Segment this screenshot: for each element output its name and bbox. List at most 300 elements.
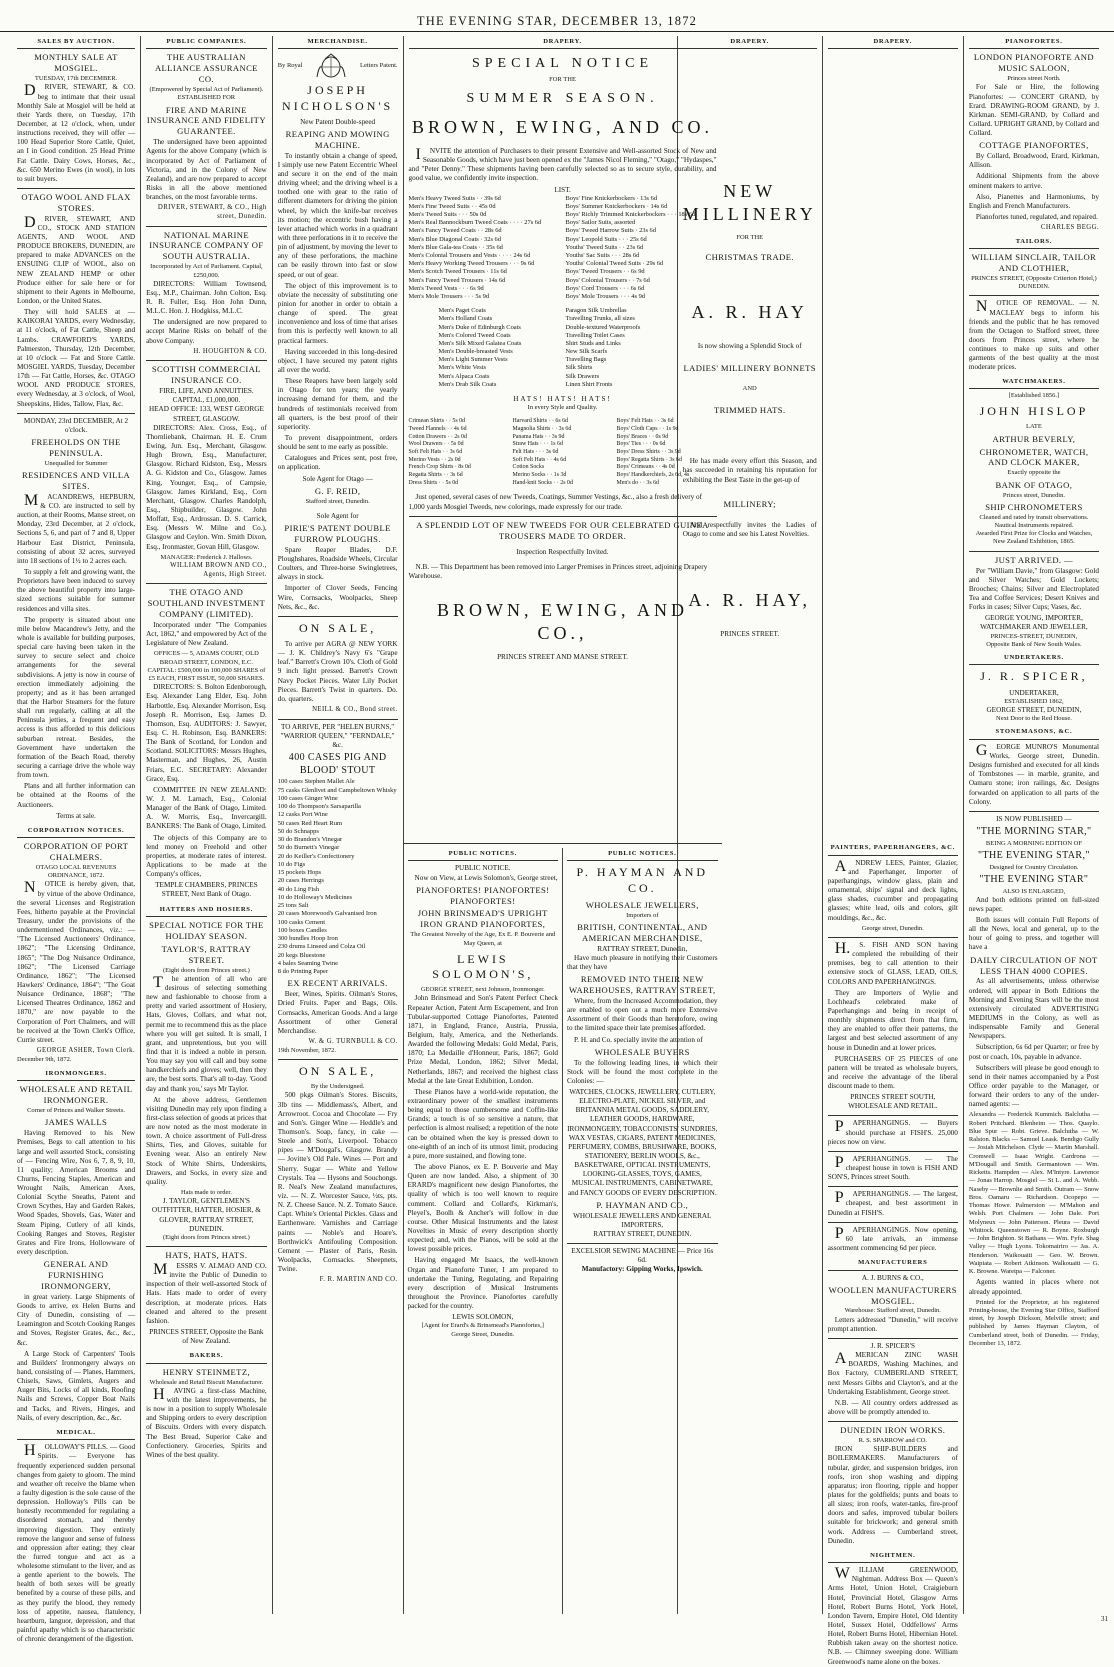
ad-signature: NEILL & CO., Bond street.	[312, 706, 398, 714]
ad-subtitle: CAPITAL, £1,000,000.	[172, 396, 241, 405]
ad-title: WOOLLEN MANUFACTURERS MOSGIEL.	[828, 1284, 957, 1306]
list-item: New Silk Scarfs	[565, 348, 608, 356]
divider	[278, 1059, 398, 1060]
list-item: Men's Holland Coats	[438, 315, 493, 323]
ad-body: MACANDREWS, HEPBURN, & CO. are instructed to sell by auction, at their Rooms, Manse street, on Monday, 23rd December, at 2 o'clock, Sections 5, 6, and part of 7 and 8, Upper Harbour East District, Peninsula, consisting of about 32 acres, surveyed into 18 sections of 1½ to 2 acres each.	[17, 491, 136, 565]
list-item: Boys' Dress Shirts · · 3s 9d	[616, 449, 681, 456]
ad-body: Per "William Davie," from Glasgow: Gold and Silver Watches; Gold Lockets; Brooches; Chains; Silver and Electroplated Tea and Coffee Services; Desert Knives and Forks in cases; Silver Cups; Vases, &c.	[968, 566, 1099, 612]
goods-list	[409, 307, 717, 389]
ad-date: 19th November, 1872.	[277, 1046, 336, 1054]
ad-body: They will hold SALES at — KAIKORAI YARDS, every Wednesday, at 11 o'clock, of Fat Cattle, Sheep and Lambs. CRAWFORD'S YARDS, Palmerston, Thursday, 12th December, at 10 o'clock — Fat and Store Cattle. MOSGIEL YARDS, Tuesday, December 17th — Fat Cattle, Horses, &c. OTAGO WOOL AND PRODUCE STORES, every Wednesday, at 3 o'clock, of Wool, Sheepskins, Hides, Tallow, Flax, &c.	[17, 308, 136, 408]
divider	[146, 226, 267, 227]
ad-subtitle: FOR THE	[736, 234, 764, 242]
ad-title: WILLIAM SINCLAIR, TAILOR AND CLOTHIER,	[971, 252, 1097, 274]
ad-body: Beer, Wines, Spirits. Oilman's Stores, Dried Fruits. Paper and Bags, Oils. Cornsacks, American Goods. And a large Assortment of other General Merchandise.	[277, 990, 398, 1035]
list-item: Youths' Sac Suits · · · 28s 6d	[565, 252, 640, 260]
list-item: 25 tons Salt	[277, 902, 309, 910]
ad-subtitle: Unequalled for Summer	[44, 459, 108, 467]
ad-address: Princes street, Dunedin.	[1002, 491, 1065, 499]
ad-title: SCOTTISH COMMERCIAL INSURANCE CO.	[151, 364, 261, 386]
column-hayman	[563, 848, 722, 1614]
ad-date: TUESDAY, 17th DECEMBER.	[34, 75, 118, 83]
list-item: Boys' Sailor Suits, assorted	[565, 219, 636, 227]
ad-body: Just opened, several cases of new Tweeds, Coatings, Summer Vestings, &c., also a fresh delivery of 1,000 yards Mosgiel Tweeds, new colorings, made expressly for our trade.	[408, 493, 702, 511]
ad-name: LEWIS SOLOMON'S,	[432, 951, 534, 981]
list-item: 100 cases Stephen Mallet Ale	[277, 778, 355, 786]
ad-subtitle: RESIDENCES AND VILLA SITES.	[21, 470, 131, 491]
ad-body: N.B. — This Department has been removed into Larger Premises in Princes street, adjoining Drapery Warehouse.	[408, 562, 708, 580]
ad-address: PRINCES STREET AND MANSE STREET.	[497, 652, 628, 661]
ad-body: in great variety. Large Shipments of Goods to arrive, ex Helen Burns and City of Dunedin, consisting of — Leamington and Scotch Cooking Ranges and Stoves, Register Grates, &c., &c., &c.	[17, 1292, 136, 1347]
list-item: Panama Hats · · 3s 9d	[512, 433, 565, 440]
divider	[146, 583, 267, 584]
ad-name: J. R. SPICER'S	[870, 1342, 916, 1351]
list-item: Merino Vests · · 2s 0d	[408, 456, 461, 463]
ad-signature: WILLIAM BROWN AND CO., Agents, High Street.	[170, 561, 267, 578]
ad-body: Awarded First Prize for Clocks and Watches, New Zealand Exhibition, 1865.	[975, 530, 1093, 546]
list-item: Youths' Colonial Tweed Suits · 29s 6d	[565, 260, 664, 268]
ad-subtitle: HATS! HATS! HATS!	[513, 395, 612, 404]
list-item: Men's Double-breasted Vests	[438, 348, 513, 356]
list-item: Men's Tweed Suits · · · 50s 0d	[408, 211, 487, 219]
ad-title: CORPORATION OF PORT CHALMERS.	[23, 841, 129, 863]
royal-label: By Royal	[277, 62, 303, 70]
ad-body: Manufactory: Gipping Works, Ipswich.	[581, 1265, 703, 1274]
list-item: Crimean Shirts · · 5s 0d	[408, 418, 465, 425]
list-item: Travelling Trunks, all sizes	[565, 315, 635, 323]
ad-body: P. H. and Co. specially invite the attention of	[574, 1035, 703, 1044]
list-item: Boys' Tweed Harrow Suits · 23s 6d	[565, 227, 656, 235]
divider	[969, 295, 1099, 296]
ad-body: N.B. — All country orders addressed as above will be promptly attended to.	[827, 1398, 958, 1416]
ad-body: Agents wanted in places where not already appointed.	[968, 1278, 1099, 1296]
ad-title: SPECIAL NOTICE	[471, 56, 654, 72]
ad-title: NEW MILLINERY	[682, 181, 817, 225]
ad-subtitle: ARTHUR BEVERLY,	[992, 433, 1076, 444]
list-item: Shirt Studs and Links	[565, 339, 621, 347]
list-item: Men's Mole Trousers · · · 5s 9d	[408, 292, 490, 300]
list-item: 20 kegs Bluestone	[277, 951, 326, 959]
shirt-list	[409, 418, 717, 487]
divider	[828, 1115, 958, 1116]
ad-address: George street, Dunedin.	[861, 924, 924, 932]
list-item: Men's Drab Silk Coats	[438, 380, 497, 388]
ad-subtitle: UNDERTAKER,	[1009, 688, 1059, 697]
ad-body: These Reapers have been largely sold in Otago for ten years; the yearly increasing demand for them, and the hundreds of testimonials received from all quarters, is the best proof of their superiority.	[277, 377, 398, 431]
list-item: 50 do Burnett's Vinegar	[277, 844, 340, 852]
ad-headline: 400 CASES PIG AND BLOOD' STOUT	[288, 752, 387, 776]
ad-body: IRON SHIP-BUILDERS and BOILERMAKERS. Manufacturers of tubular, girder, and suspension bridges, iron roofs, iron shop washing and dipping apparatus; iron flooring, ripple and hopper plates for the goldfields; punts and boats to all sizes; iron roofs, water-tanks, fire-proof doors and safes, improved tubular boilers suitable for brickwork; and general smith work. Address — Cumberland street, Dunedin.	[827, 1445, 958, 1545]
ad-signature: [Agent for Erard's & Brinsmead's Pianofortes,]	[421, 1322, 544, 1330]
ad-subtitle: (Eight doors from Princes street.)	[162, 1233, 250, 1241]
list-item: Silk Shirts	[565, 364, 593, 372]
ad-address: PRINCES STREET SOUTH, WHOLESALE AND RETAIL.	[848, 1093, 938, 1111]
ad-name: JAMES WALLS	[44, 1117, 108, 1128]
list-item: Men's Scotch Tweed Trousers · 11s 6d	[408, 268, 507, 276]
divider	[278, 719, 398, 720]
ad-title: "THE EVENING STAR"	[979, 873, 1089, 885]
ad-body: To the following leading lines, in which their Stock will be found the most complete in the Colonies: —	[567, 1058, 718, 1085]
royal-arms-row	[278, 53, 398, 79]
list-item: 10 do Figs	[277, 860, 306, 868]
ad-body: Now on View, at Lewis Solomon's, George street,	[414, 873, 558, 882]
ad-subtitle: FIRE, LIFE, AND ANNUITIES.	[159, 387, 254, 396]
section-head-corporation: CORPORATION NOTICES.	[17, 825, 135, 838]
ad-title: DUNEDIN IRON WORKS.	[840, 1425, 946, 1436]
ad-subtitle: A SPLENDID LOT OF NEW TWEEDS FOR OUR CELEBRATED GUINEA TROUSERS MADE TO ORDER.	[416, 519, 709, 541]
ad-title: PIRIE'S PATENT DOUBLE FURROW PLOUGHS.	[284, 523, 391, 544]
ad-subtitle: BRITISH, CONTINENTAL, AND AMERICAN MERCHANDISE,	[577, 921, 708, 943]
divider	[828, 1338, 958, 1339]
ad-body: COMMITTEE IN NEW ZEALAND: W. J. M. Larnach, Esq., Colonial Manager of the Bank of Otago, Limited. A. W. Morris, Esq., Invercargill. BANKERS: The Bank of Otago, Limited.	[146, 785, 267, 831]
ad-address: PRINCES STREET, Opposite the Bank of New Zealand.	[149, 1328, 264, 1346]
ad-name: J. R. SPICER,	[980, 669, 1088, 684]
ad-body: Plans and all further information can be obtained at the Rooms of the Auctioneers.	[17, 782, 136, 809]
ad-signature: LEWIS SOLOMON,	[452, 1313, 514, 1322]
column-drapery-public	[404, 36, 718, 1614]
section-head-manufacturers: MANUFACTURERS	[828, 1257, 958, 1270]
section-head-tailors: TAILORS.	[969, 236, 1099, 249]
ad-body: To instantly obtain a change of speed, I simply use new Patent Eccentric Wheel and secure it on the end of the main driving wheel; and the driving wheel is a toothed one with gear to the ratio of different diameters for driving the pinion wheel, by which the knife-bar receives its motion; the eccentric bush having a lever attached which works in a quadrant with three perforations in it to receive the pin of adjustment, by moving the lever to any of these perforations, the machine can be easily thrown into fast or slow speed, or out of gear.	[277, 151, 398, 279]
section-head-watchmakers: WATCHMAKERS.	[969, 376, 1099, 389]
ad-date: [Established 1856.]	[1008, 391, 1060, 399]
list-item: Soft Felt Hats · · 4s 6d	[512, 456, 567, 463]
list-item: Boys' Handkerchiefs, 2s 6d, 4s	[616, 472, 690, 479]
list-item: Harvard Shirts · · 6s 6d	[512, 418, 568, 425]
list-item: 20 cases Herrings	[277, 877, 324, 885]
list-item: Men's White Vests	[438, 364, 486, 372]
divider	[969, 551, 1099, 552]
ad-subtitle: New Patent Double-speed	[300, 117, 376, 126]
masthead: THE EVENING STAR, DECEMBER 13, 1872	[0, 14, 1114, 32]
ad-terms: Terms at sale.	[56, 811, 96, 820]
ad-name: HENRY STEINMETZ,	[162, 1366, 251, 1377]
ad-title: NATIONAL MARINE INSURANCE COMPANY OF SOUTH AUSTRALIA.	[149, 229, 264, 262]
section-head-drapery: DRAPERY.	[409, 36, 717, 49]
ad-subtitle: ALSO IS ENLARGED,	[1002, 887, 1066, 895]
ad-body: Hats made to order.	[180, 1189, 232, 1197]
ad-agent: Sole Agent for	[316, 511, 359, 520]
ad-subtitle: AND	[742, 385, 757, 393]
ad-subtitle: LIST.	[554, 185, 571, 194]
list-item: 50 cases Red Heart Rum	[277, 819, 342, 827]
ad-title: HATS, HATS, HATS.	[165, 1250, 248, 1261]
ad-body: Cleaned and rated by transit observations. Nautical Instruments repaired.	[979, 513, 1089, 529]
ad-body: WILLIAM GREENWOOD, Nightman. Address Box — Queen's Arms Hotel, Union Hotel, Craigieburn Hotel, Provincial Hotel, Glasgow Arms Hotel, Robert Burns Hotel, York Hotel, London Tavern, Empire Hotel, Old Identity Hotel, Sussex Hotel, Oddfellows' Arms Hotel, Robert Burns Hotel, Hibernian Hotel. Rubbish taken away on the shortest notice. N.B. — Chimney sweeping done. William Greenwood's name alone on the boxes.	[827, 1565, 958, 1666]
ad-body: And both editions printed on full-sized news paper.	[968, 895, 1099, 913]
ad-address: PRINCES STREET.	[720, 629, 780, 638]
list-item: Men's Fine Tweed Suits · · 45s 0d	[408, 202, 496, 210]
ad-title: FREEHOLDS ON THE PENINSULA.	[31, 437, 121, 458]
ad-subtitle: TRIMMED HATS.	[713, 405, 786, 416]
list-item: Men's Heavy Working Tweed Trousers · · · 9s 6d	[408, 260, 535, 268]
divider	[969, 811, 1099, 812]
list-item: Soft Felt Hats · · 3s 6d	[408, 449, 463, 456]
ad-name: P. HAYMAN AND CO.	[576, 865, 709, 895]
section-head-medical: MEDICAL.	[17, 1427, 135, 1440]
list-item: Boys' Tweed Trousers · · 6s 9d	[565, 268, 645, 276]
ad-title: SUMMER SEASON.	[466, 91, 659, 107]
ad-title: ON SALE,	[298, 1063, 377, 1078]
ad-signature: WHOLESALE JEWELLERS AND GENERAL IMPORTERS,	[573, 1211, 712, 1229]
ad-body: Have much pleasure in notifying their Customers that they have	[567, 953, 718, 972]
section-head-ironmongers: IRONMONGERS.	[17, 1068, 135, 1081]
ad-subtitle: CHRONOMETER, WATCH, AND CLOCK MAKER,	[979, 446, 1089, 468]
list-item: Boys' Regatta Shirts · 3s 6d	[616, 456, 682, 463]
ad-subtitle: COTTAGE PIANOFORTES,	[979, 140, 1089, 151]
ad-name: TAYLOR'S, RATTRAY STREET.	[161, 943, 252, 965]
list-item: Linen Shirt Fronts	[565, 380, 613, 388]
ad-body: DRIVER, STEWART, & CO. beg to intimate that their usual Monthly Sale at Mosgiel will be held at their Yards there, on Tuesday, 17th December, at 12 o'clock, when, under instructions received, they will offer — 100 Head Superior Store Cattle, Quiet, an I in Good condition. 25 Head Prime Fat Cattle. Dairy Cows, Horses, &c., &c. 650 Merino Ewes (in wool), in lots to suit buyers.	[17, 82, 136, 183]
cargo-list	[278, 778, 398, 976]
ad-address: OFFICES — 5, ADAMS COURT, OLD BROAD STREET, LONDON, E.C.	[154, 650, 259, 666]
list-item: 300 bundles Hoop Iron	[277, 935, 338, 943]
ad-body: Where, from the Increased Accommodation, they are enabled to open out a much more Extensive Assortment of their Goods than heretofore, owing to the limited space their late premises afforded.	[567, 997, 718, 1033]
ad-firm: BROWN, EWING, AND CO.	[412, 117, 714, 138]
list-item: Dress Shirts · · 5s 0d	[408, 479, 459, 486]
section-head-hatters: HATTERS AND HOSIERS.	[146, 904, 267, 917]
list-item: Cotton Socks	[512, 464, 545, 471]
ad-address: RATTRAY STREET, DUNEDIN.	[593, 1229, 692, 1238]
list-item: Boys' Summer Knickerbockers · 14s 6d	[565, 202, 668, 210]
ad-body: NOTICE OF REMOVAL. — N. MACLEAY begs to inform his friends and the public that he has removed from the Octagon to Stafford street, three doors from Princes street, where he continues to make up suits and other garments of the best quality at the most moderate prices.	[968, 298, 1099, 372]
ad-address: Princes street North.	[1007, 75, 1061, 83]
divider	[828, 1186, 958, 1187]
divider	[409, 516, 717, 517]
ad-subtitle: (Eight doors from Princes street.)	[162, 966, 250, 974]
ad-body: DRIVER, STEWART, AND CO., STOCK AND STATION AGENTS, AND WOOL AND PRODUCE BROKERS, DUNEDIN, are prepared to make ADVANCES on the ENSUING CLIP of WOOL, also on NEW ZEALAND HEMP or other Produce either for sale here or for shipment to their Agents in Melbourne, London, or the United States.	[17, 213, 136, 306]
divider	[278, 616, 398, 617]
ad-date: ESTABLISHED 1862,	[1004, 697, 1064, 705]
list-item: 100 cases Ginger Wine	[277, 794, 338, 802]
ad-signature: W. & G. TURNBULL & CO.	[308, 1038, 398, 1046]
ad-subtitle: CAPITAL: £500,000 in 100,000 SHARES of £5 EACH, FIRST ISSUE, 50,000 SHARES.	[147, 666, 266, 683]
section-head-drapery: DRAPERY.	[828, 36, 958, 49]
ad-subtitle: DAILY CIRCULATION OF NOT LESS THAN 4000 COPIES.	[970, 954, 1098, 976]
ad-subtitle: REAPING AND MOWING MACHINE.	[285, 128, 390, 150]
ad-title: JOSEPH NICHOLSON'S	[282, 83, 394, 113]
patent-label: Letters Patent.	[359, 62, 398, 70]
list-item: Boys' Fine Knickerbockers · 13s 6d	[565, 194, 658, 202]
ad-title: THE AUSTRALIAN ALLIANCE ASSURANCE CO.	[154, 52, 258, 85]
section-head-drapery: DRAPERY.	[683, 36, 817, 49]
ad-subtitle: WHOLESALE BUYERS	[594, 1046, 690, 1057]
list-item: 20 cases Morewood's Galvanised Iron	[277, 910, 377, 918]
ad-body: GEORGE MUNRO'S Monumental Works, George street, Dunedin. Designs furnished and executed for all kinds of Tombstones — in marble, granite, and Oamaru stone; iron railings, &c. Designs forwarded on application to all parts of the Colony.	[968, 741, 1099, 806]
ad-address: RATTRAY STREET, Dunedin,	[597, 944, 688, 953]
list-item: Hand-knit Socks · · 2s 0d	[512, 479, 573, 486]
ad-body: ANDREW LEES, Painter, Glazier, and Paperhanger, Importer of paperhangings, window glass, plain and ornamental, ships' signal and deck lights, glass shades, cucumber and propagating glasses; white lead, oils and colors, gilt mouldings, &c., &c.	[827, 857, 958, 922]
ad-body: As all advertisements, unless otherwise ordered, will appear in Both Editions the Morning and Evening Stars will be the most extensively circulated ADVERTISING MEDIUMS in the Colony, as well as indispensable Family and General Newspapers.	[968, 977, 1099, 1041]
ad-signature: GEORGE ASHER, Town Clerk.	[36, 1047, 136, 1055]
ad-body: The attention of all who are desirous of selecting something new and fashionable to choose from a pretty and varied assortment of Hosiery, Hats, Gloves, Collars, and what not, permit me to recommend this as the place where you will get suited. It is small, I grant, and unpretentious, but you will find that it is indeed a noble in person. You may say you will call and buy some handkerchiefs and gloves; well, then they are, the best sorts. That's all to-day. 'Good day and thank you,' says Mr Taylor.	[146, 973, 267, 1093]
ad-title: MONTHLY SALE AT MOSGIEL.	[34, 52, 118, 74]
ad-body: The objects of this Company are to lend money on Freehold and other properties, at moderate rates of interest. Applications to be made at the Company's offices,	[146, 833, 267, 879]
ad-body: PAPERHANGINGS. — The largest, cheapest, and best assortment in Dunedin at FISH'S.	[827, 1189, 958, 1217]
ad-body: 500 pkgs Oilman's Stores. Biscuits, 3lb tins — Middlemass's, Albert, and Arrowroot. Cocoa and Chocolate — Fry and Son's. Ginger Wine — Heddle's and Thomson's. Soap, fancy, in cake — Steele and Son's, Liverpool. Tobacco pipes — M'Dougal's, Glasgow. Brandy — Jovitte's Old Pale. Wines — Port and Sherry. Sugar — White and Yellow Crystals. Tea — Hysons and Souchongs. R. Neal's New Zealand manufactures, viz. — N. Z. Worcester Sauce, ½ts, pts. N. Z. Cheese Sauce. N. Z. Tomato Sauce. Capt. White's Oriental Pickles. Glass and Earthenware. Varnishes and Carriage paints — Noble's and Hoare's. Borthwick's Antifouling Composition. Cement — Plaster of Paris, Resin. Woolpacks, Cornsacks. Sheepnets, Twine.	[277, 1091, 398, 1274]
list-item: 8 do Printing Paper	[277, 968, 329, 976]
column-companies	[141, 36, 273, 1614]
list-item: 230 drums Linseed and Colza Oil	[277, 943, 366, 951]
ad-body: DIRECTORS: William Townsend, Esq., M.P., Chairman. John Colton, Esq. R. R. Fuller, Esq. Hon John Dunn, M.L.C. Hon. J. Hodgkiss, M.L.C.	[146, 279, 267, 316]
ad-body: Subscription, 6s 6d per Quarter; or free by post or coach, 10s, payable in advance.	[968, 1043, 1099, 1061]
ad-subtitle: GENERAL AND FURNISHING IRONMONGERY,	[41, 1259, 111, 1291]
list-item: 100 do Thompson's Sarsaparilla	[277, 803, 361, 811]
ad-body: PAPERHANGINGS. Now opening, 60 late arrivals, an immense assortment commencing 6d per piece.	[827, 1224, 958, 1253]
ad-body: To arrive per AGRA @ NEW YORK — J. K. Childrey's Navy 6's "Grape leaf." Barrett's Crown 10's. Cloth of Gold 9 inch light pressed. Barrett's Crown Navy Pocket Pieces. Water Lily Pocket Pieces. Barrett's Twist in quarters. Do. do. quarters.	[277, 640, 398, 703]
list-item: Wool Drawers · · 5s 0d	[408, 441, 464, 448]
list-item: Boys' Braces · · 0s 9d	[616, 433, 669, 440]
ad-subtitle: Importers of	[626, 911, 659, 919]
list-item: Boys' Mole Trousers · · · 4s 9d	[565, 292, 645, 300]
ad-body: He has made every effort this Season, and has succeeded in retaining his reputation for exhibiting the Best Taste in the get-up of	[682, 457, 817, 484]
list-item: 12 casks Port Wine	[277, 811, 328, 819]
list-item: Men's Fancy Tweed Coats · · 28s 6d	[408, 227, 502, 235]
ad-title: "THE EVENING STAR,"	[977, 849, 1090, 861]
ad-address: George Street, Dunedin.	[451, 1330, 515, 1338]
ad-subtitle: Incorporated by Act of Parliament. Capital, £250,000.	[150, 263, 263, 279]
list-item: 75 casks Glenlivet and Campbeltown Whisky	[277, 786, 397, 794]
ad-body: AMERICAN ZINC WASH BOARDS, Washing Machines, and Box Factory, CUMBERLAND STREET, next Messrs Gibbs and Clayton's, and at the Undertaking Establishment, George street.	[827, 1350, 958, 1396]
ad-body: Additional Shipments from the above eminent makers to arrive.	[968, 172, 1099, 190]
ad-subtitle: LATE	[1025, 423, 1042, 431]
list-item: Boys' Crimeans · · 4s 0d	[616, 464, 675, 471]
section-head-auctions: SALES BY AUCTION.	[17, 36, 135, 49]
ad-title: THE OTAGO AND SOUTHLAND INVESTMENT COMPANY (LIMITED).	[147, 587, 266, 620]
ad-body: Spare Reaper Blades, D.F. Ploughshares, Roadside Wheels, Circular Coulters, and Three-horse Swingletrees, always in stock.	[277, 545, 398, 582]
imprint: Printed for the Proprietor, at his registered Printing-house, the Evening Star Office, Stafford street, by Joseph Dickson, Melville street; and published by James Hayman Clayton, of Cumberland street, both of Dunedin. — Friday, December 13, 1872.	[968, 1298, 1099, 1347]
ad-body: And respectfully invites the Ladies of Otago to come and see his Latest Novelties.	[682, 520, 817, 538]
ad-body: By Collard, Broadwood, Erard, Kirkman, Allison.	[968, 152, 1099, 170]
ad-subtitle: OTAGO LOCAL REVENUES ORDINANCE, 1872.	[35, 863, 117, 880]
list-item: Cotton Drawers · · 2s 0d	[408, 433, 467, 440]
column-merchandise	[273, 36, 404, 1614]
list-item: Boys' Colonial Trousers · · 7s 6d	[565, 276, 650, 284]
section-head-merchandise: MERCHANDISE.	[278, 36, 398, 49]
ad-title: SPECIAL NOTICE FOR THE HOLIDAY SEASON.	[149, 919, 264, 941]
ad-subtitle: REMOVED INTO THEIR NEW WAREHOUSES, RATTRAY STREET,	[569, 974, 716, 996]
list-item: Men's Tweed Vests · · · 6s 9d	[408, 284, 484, 292]
list-item: 30 do Brandon's Vinegar	[277, 836, 343, 844]
ad-body: The object of this improvement is to obviate the necessity of substituting one pinion for another in order to obtain a change of speed. The great inconvenience and loss of time that arises from this is perfectly well known to all practical farmers.	[277, 281, 398, 345]
ad-subtitle: SHIP CHRONOMETERS	[985, 501, 1083, 512]
ad-title: ON SALE,	[298, 620, 377, 635]
goods-list: WATCHES, CLOCKS, JEWELLERY, CUTLERY, ELECTRO-PLATE, NICKEL SILVER, and BRITANNIA METAL GOODS, SADDLERY, LEATHER GOODS, HARDWARE, IRONMONGERY, TOBACCONISTS' SUNDRIES, WAX VESTAS, CIGARS, PATENT MEDICINES, PERFUMERY, COMBS, BRUSHWARE, BOOKS, STATIONERY, BERLIN WOOLS, &c., BASKETWARE, OPTICAL INSTRUMENTS, LOOKING-GLASSES, TOYS, GAMES, MUSICAL INSTRUMENTS, CABINETWARE, and FANCY GOODS OF EVERY DESCRIPTION.	[567, 1088, 718, 1197]
ad-body: INVITE the attention of Purchasers to their present Extensive and Well-assorted Stock of New and Seasonable Goods, which have just been opened ex the "James Nicol Fleming," "Otago," "Hydaspes," and "Peter Denny." These shipments having been carefully selected so as to secure style, durability, and good value, we confidently invite inspection.	[408, 146, 717, 183]
divider	[567, 1243, 718, 1244]
ad-address: Opposite Bank of New South Wales.	[986, 640, 1082, 648]
ad-body: Both issues will contain Full Reports of all the News, local and general, up to the hour of going to press, and together will have a	[968, 916, 1099, 952]
ad-body: Having engaged Mr Isaacs, the well-known Organ and Pianoforte Tuner, I am prepared to undertake the Tuning, Regulating, and Repairing every description of Musical Instruments throughout the Province. Pianofortes carefully packed for the country.	[407, 1256, 559, 1311]
list-item: Youths' Tweed Suits · · 23s 6d	[565, 243, 644, 251]
list-item: Travelling Toilet Cases	[565, 331, 625, 339]
ad-date: MONDAY, 23rd DECEMBER, At 2 o'clock.	[23, 416, 129, 434]
ad-subtitle: FOR THE	[549, 76, 576, 84]
ad-body: The undersigned are now prepared to accept Marine Risks on behalf of the above Company.	[146, 318, 267, 345]
list-item: Men's Duke of Edinburgh Coats	[438, 323, 521, 331]
ad-signature: CHARLES BEGG.	[1040, 224, 1099, 232]
list-item: Men's Blue Diagonal Coats · 32s 6d	[408, 235, 501, 243]
list-item: Boys' Richly Trimmed Knickerbockers · · · 18s 6d	[565, 211, 696, 219]
list-item: Boys' Felt Hats · · 3s 6d	[616, 418, 674, 425]
list-item: 50 do Schnapps	[277, 827, 319, 835]
list-item: 4 bales Seaming Twine	[277, 959, 338, 967]
list-item: Travelling Bags	[565, 356, 607, 364]
ad-body: Subscribers will please be good enough to send in their names accompanied by a Post Office order payable to the Manager, or forward their orders to any of the under-named agents: —	[968, 1063, 1099, 1109]
ad-body: Having succeeded in this long-desired object, I have secured my patent rights all over the world.	[277, 347, 398, 375]
drapery-block	[404, 36, 722, 844]
list-item: 15 pockets Hops	[277, 869, 322, 877]
ad-body: H.S. FISH AND SON having completed the rebuilding of their premises, beg to call attention to their extensive stock of GLASS, LEAD, OILS, COLORS AND PAPERHANGINGS.	[827, 939, 958, 986]
section-head-nightmen: NIGHTMEN.	[828, 1550, 958, 1563]
ad-body: They are Importers of Wylie and Lochhead's celebrated make of Paperhangings and being in receipt of monthly shipments direct from that firm, they are enabled to offer their patterns, the largest and best selected assortment of any house in Dunedin and at lower prices.	[827, 988, 958, 1052]
page-number: 31	[1101, 1615, 1108, 1623]
divider	[17, 188, 135, 189]
list-item: 100 boxes Candles	[277, 926, 327, 934]
ad-body: Is now showing a Splendid Stock of	[697, 342, 802, 351]
ad-body: A Large Stock of Carpenters' Tools and Builders' Ironmongery always on hand, consisting of — Planes, Hammers, Chisels, Saws, Gimlets, Augers and Auger Bits, Locks of all kinds, Roofing Nails and Screws, Copper Boat Nails and Tacks, and Rivets, Hinges, and Nails, of every description, &c., &c.	[17, 1349, 136, 1422]
price-list	[409, 195, 717, 301]
ad-body: Having Removed to his New Premises, Begs to call attention to his large and well assorted Stock, consisting of — Fencing Wire, Nos 6, 7, 8, 9, 10, 11 quality; American Brooms and Churns, Fencing Staples, American and Wrought Nails, American Axes, Colonial Scythe Sneaths, Patent and Crown Scythes, Hay and Garden Rakes, Wood Spades, Shovels, Gas, Water and Steam Piping, Cutlery of all kinds, Cooking Ranges and Stoves, Register Grates and Fire Irons, Hollowware of every description.	[17, 1129, 136, 1257]
divider	[146, 1246, 267, 1247]
ad-subtitle: FIRE AND MARINE INSURANCE AND FIDELITY GUARANTEE.	[146, 104, 266, 137]
list-item: Men's Silk Mixed Galatea Coats	[438, 339, 522, 347]
ad-address: PRINCES STREET, (Opposite Criterion Hotel,) DUNEDIN.	[971, 274, 1097, 291]
ad-agent-name: G. F. REID,	[314, 485, 361, 496]
list-item: Merino Socks · · 1s 3d	[512, 472, 567, 479]
ad-subtitle: WHOLESALE JEWELLERS,	[585, 899, 699, 910]
ad-signature: H. HOUGHTON & CO.	[193, 347, 267, 355]
ad-subtitle: BEING A MORNING EDITION OF	[985, 839, 1082, 847]
divider	[146, 360, 267, 361]
divider	[828, 1222, 958, 1223]
list-item: Men's Light Summer Vests	[438, 356, 508, 364]
ad-body: To prevent disappointment, orders should be sent to me early as possible.	[277, 434, 398, 452]
list-item: 10 do Holloway's Medicines	[277, 893, 353, 901]
ad-body: The property is situated about one mile below Macandrew's Jetty, and the whole is available for building purposes, special care having been taken in the survey to secure select and choice arrangements for the several subdivisions. A jetty is now in course of erection immediately adjoining the property; and as it has been arranged that the Harbor Steamers for the future shall run regularly, calling at all the Peninsula jetties, a frequent and easy access is thus afforded to this delicious suburban retreat. Besides, the Government have undertaken the formation of the Beach Road, thereby securing a carriage drive the whole way from town.	[17, 615, 136, 780]
ad-body: MESSRS V. ALMAO AND CO. invite the Public of Dunedin to inspection of their well-assorted Stock of Hats. Hats made to order of every description, at moderate prices. Hats cleaned and altered to the present fashion.	[146, 1261, 267, 1325]
ad-name: R. S. SPARROW and CO.	[858, 1437, 928, 1445]
ad-title: "THE MORNING STAR,"	[976, 825, 1092, 837]
ad-subtitle: BANK OF OTAGO,	[995, 479, 1073, 490]
section-head-pianofortes: PIANOFORTES.	[969, 36, 1099, 49]
ad-body: Importer of Clover Seeds, Fencing Wire, Cornsacks, Woolpacks, Sheep Nets, &c., &c.	[277, 584, 398, 611]
list-item: Silk Drawers	[565, 372, 600, 380]
list-item: Tweed Flannels · · 4s 6d	[408, 426, 467, 433]
ad-date: December 9th, 1872.	[17, 1055, 72, 1063]
column-auctions	[12, 36, 141, 1644]
list-item: Paragon Silk Umbrellas	[565, 307, 627, 315]
ad-signature: DRIVER, STEWART, & CO., High street, Dunedin.	[157, 204, 267, 220]
list-item: Felt Hats · · · 3s 6d	[512, 449, 559, 456]
royal-coat-of-arms-icon	[314, 53, 348, 79]
ad-subtitle: The Greatest Novelty of the Age, Ex E. P. Bouverie and May Queen, at	[410, 931, 556, 947]
ad-subtitle: PUBLIC NOTICE.	[455, 864, 511, 873]
ad-subtitle: Wholesale and Retail Biscuit Manufacturer.	[149, 1378, 264, 1386]
ad-subtitle: IS NOW PUBLISHED —	[996, 814, 1072, 823]
list-item: Magnolia Shirts · · 3s 6d	[512, 426, 572, 433]
column-pianofortes	[964, 36, 1104, 1614]
agents-list: Alexandra — Frederick Kummich. Balclutha — Robert Pritchard. Blenheim — Thos. Quaylo. Blue Spur — Robt. Grieve. Balclutha — W. Ralston. Blacks — Samuel Leask. Bendigo Gully — Josiah Mitchelson. Clyde — Martin Marshall. Cromwell — Isaac Wright. Cardrona — M'Dougall and Smith. Germantown — Wm. Ricketts. Hampden — Alex. M'Intyre. Lawrence — Jonas Harrop. Mosgiel — St L. and A. Webb. Naseby — Brownlie and Smith. Outram — Snow Bros. Oamaru — Richardson. Ocopepo — Thomas Howe. Palmerston — M'Mahon and Welsh. Port Chalmers — John Dale. Port Molyneux — John Patterson. Pleura — David Whittock. Queenstown — R. Boyne. Roxburgh — John Brighton. St Bathans — Wm. Fyfe. Shag Valley — Hugh Lyons. Tokomairiro — Jas. A. Henderson. Waikouaiti — Geo. W. Brown. Waipiata — Robert Atkinson. Walkouaiti — G. K. Browne. Waretpa — Falconer.	[968, 1111, 1099, 1276]
ad-body: NOTICE is hereby given, that, by virtue of the above Ordinance, the several Licenses and Registration Fees, hitherto payable at the Provincial Treasury, under the provisions of the undermentioned Ordinances, viz.: — "The Licensed Auctioneers' Ordinance, 1862"; "The Licensing Ordinance, 1865"; "The Dog Nuisance Ordinance, 1862"; "The Licensed Carriage Ordinance, 1862"; "The Licensed Hawkers' Ordinance, 1864"; "The Goat Nuisance Ordinance, 1868"; "The Licensed Theatres Ordinance, 1862 and 1870," are now payable to the Corporation of Port Chalmers, and will be received at the Town Clerk's Office, Currie street.	[17, 879, 136, 1044]
ad-body: HOLLOWAY'S PILLS. — Good Spirits. — Everyone has frequently experienced sudden personal changes from gaiety to gloom. The mind and weather oft receive the blame when a faulty digestion is the sole cause of the depression. Holloway's Pills can be honestly recommended for regulating a disordered stomach, and thereby improving digestion. They entirely remove the languor and sense of fulness and oppression after eating; they clear the furred tongue and act as a wholesome stimulant to the liver, and as a gentle aperient to the bowels. The health of both sexes will be greatly benefited by a course of these pills, and as they purify the blood, they remedy loss of appetite, nausea, flatulency, heartburn, languor, depression, and that painful apathy which is so characteristic of chronic derangement of the digestion.	[17, 1442, 136, 1644]
divider	[17, 413, 135, 414]
ad-subtitle: Inspection Respectfully Invited.	[516, 547, 609, 556]
ad-title: OTAGO WOOL AND FLAX STORES.	[21, 191, 131, 213]
newspaper-columns	[12, 36, 1104, 1666]
ad-subtitle: Corner of Princes and Walker Streets.	[27, 1107, 125, 1115]
ad-name: GEORGE YOUNG, IMPORTER, WATCHMAKER AND JEWELLER,	[980, 614, 1088, 632]
